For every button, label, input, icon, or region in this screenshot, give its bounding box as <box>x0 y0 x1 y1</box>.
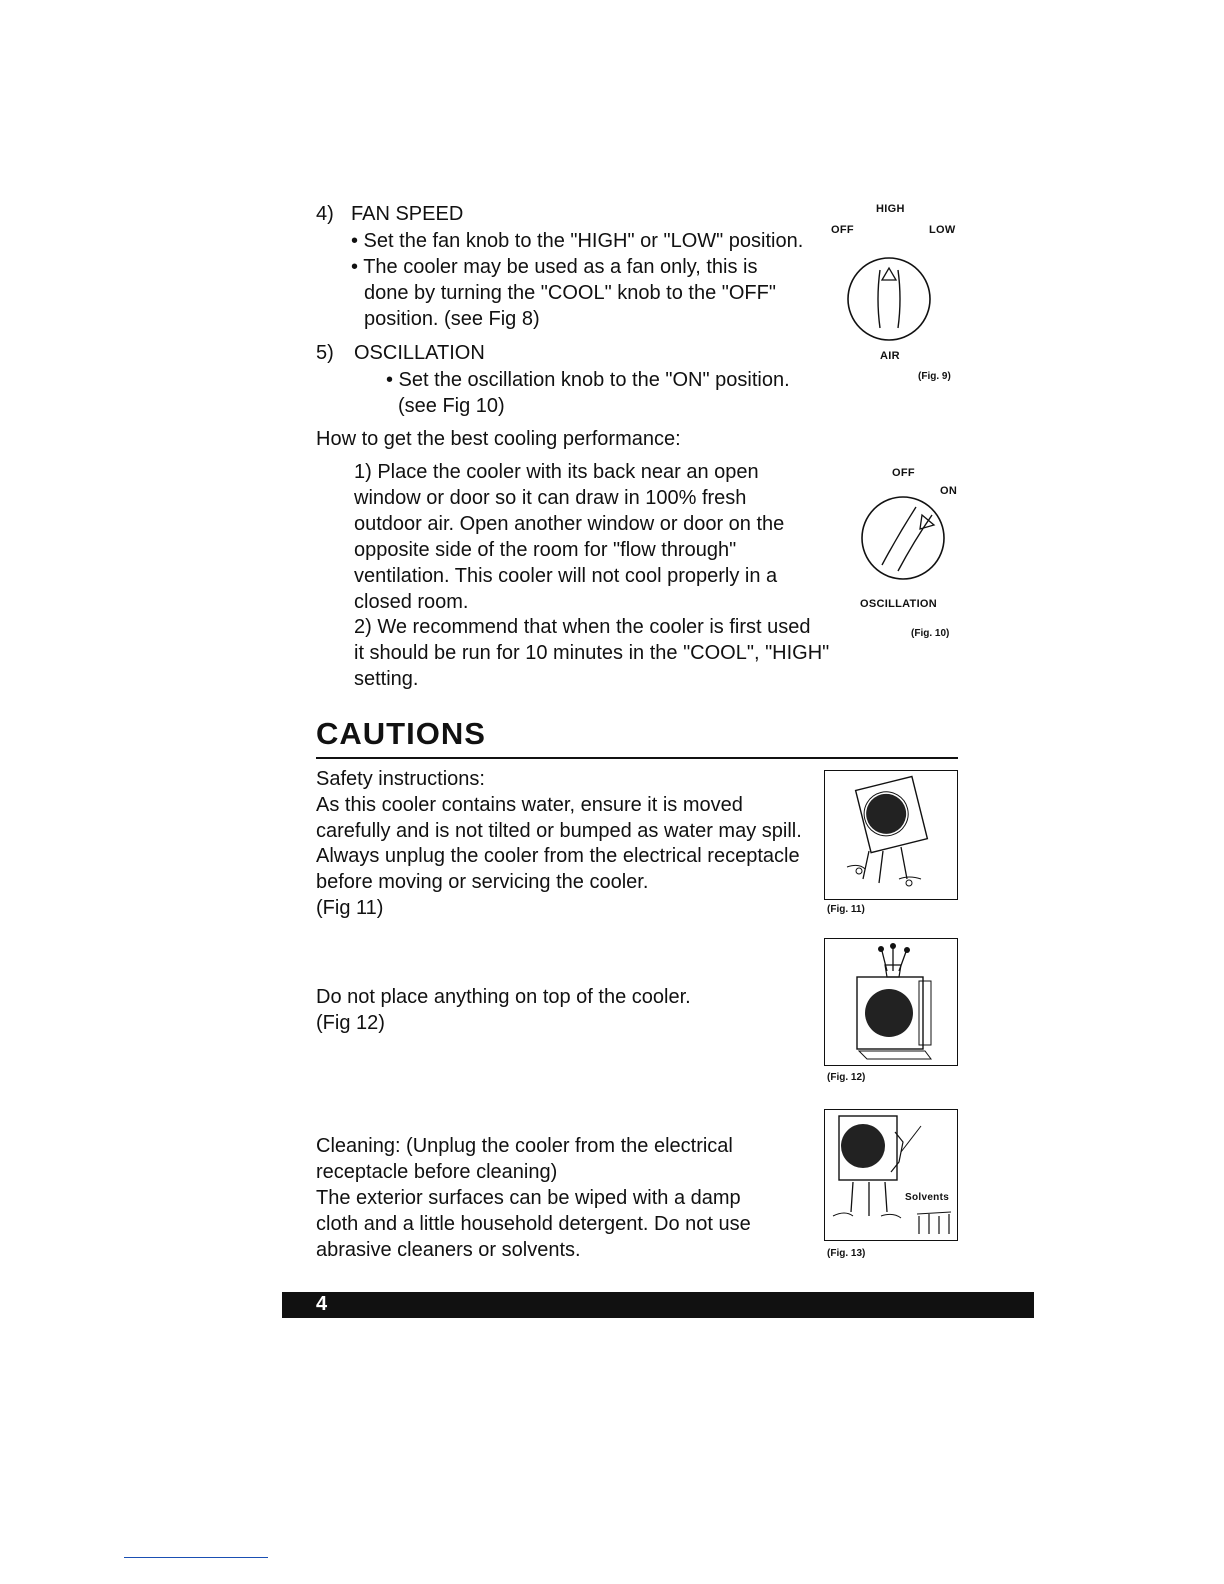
fig13-frame <box>824 1109 958 1241</box>
tilted-cooler-icon <box>839 775 943 893</box>
bottom-divider <box>124 1557 268 1558</box>
fig12-caption: (Fig. 12) <box>827 1072 866 1083</box>
fan-speed-knob-icon <box>846 256 932 342</box>
fig9-caption: (Fig. 9) <box>918 371 951 382</box>
safety-line-1: Safety instructions: <box>316 768 485 790</box>
best-cooling-p1-line-3: outdoor air. Open another window or door on the <box>354 513 785 535</box>
cooler-with-vase-icon <box>847 941 939 1063</box>
fig10-oscillation-label: OSCILLATION <box>860 598 938 610</box>
oscillation-knob-icon <box>860 495 946 581</box>
best-cooling-p2-line-1: 2) We recommend that when the cooler is first used <box>354 616 811 638</box>
cleaning-line-2: receptacle before cleaning) <box>316 1161 558 1183</box>
cautions-rule <box>316 757 958 759</box>
fig11-caption: (Fig. 11) <box>827 904 865 915</box>
fan-speed-bullet-2-line-1: • The cooler may be used as a fan only, this is <box>351 256 758 278</box>
oscillation-bullet-1-line-2: (see Fig 10) <box>398 395 505 417</box>
cleaning-line-1: Cleaning: (Unplug the cooler from the electrical <box>316 1135 733 1157</box>
top-warning-line-2: (Fig 12) <box>316 1012 385 1034</box>
safety-line-2: As this cooler contains water, ensure it is moved <box>316 794 743 816</box>
fig10-caption: (Fig. 10) <box>911 628 950 639</box>
safety-line-3: carefully and is not tilted or bumped as water may spill. <box>316 820 802 842</box>
fig10-off-label: OFF <box>892 467 915 479</box>
best-cooling-p2-line-2: it should be run for 10 minutes in the "COOL", "HIGH" <box>354 642 830 664</box>
cooler-cleaning-icon <box>829 1112 955 1238</box>
section-number-4: 4) <box>316 203 334 225</box>
fig9-off-label: OFF <box>831 224 854 236</box>
safety-line-4: Always unplug the cooler from the electrical receptacle <box>316 845 800 867</box>
fan-speed-bullet-1: • Set the fan knob to the "HIGH" or "LOW" position. <box>351 230 804 252</box>
top-warning-line-1: Do not place anything on top of the cooler. <box>316 986 691 1008</box>
fig9-low-label: LOW <box>929 224 956 236</box>
oscillation-bullet-1: • Set the oscillation knob to the "ON" position. <box>386 369 790 391</box>
fig13-caption: (Fig. 13) <box>827 1248 866 1259</box>
fan-speed-heading: FAN SPEED <box>351 203 464 225</box>
best-cooling-p1-line-6: closed room. <box>354 591 469 613</box>
best-cooling-intro: How to get the best cooling performance: <box>316 428 681 450</box>
fig10-on-label: ON <box>940 485 958 497</box>
cleaning-line-5: abrasive cleaners or solvents. <box>316 1239 581 1261</box>
fig13-solvents-label: Solvents <box>905 1192 950 1203</box>
footer-bar <box>282 1292 1034 1318</box>
section-number-5: 5) <box>316 342 334 364</box>
cleaning-line-3: The exterior surfaces can be wiped with a damp <box>316 1187 741 1209</box>
best-cooling-p1-line-4: opposite side of the room for "flow through" <box>354 539 737 561</box>
cautions-title: CAUTIONS <box>316 716 486 751</box>
best-cooling-p1-line-2: window or door so it can draw in 100% fresh <box>354 487 747 509</box>
best-cooling-p1-line-1: 1) Place the cooler with its back near an open <box>354 461 759 483</box>
best-cooling-p1-line-5: ventilation. This cooler will not cool properly in a <box>354 565 778 587</box>
fig12-frame <box>824 938 958 1066</box>
fan-speed-bullet-2-line-2: done by turning the "COOL" knob to the "OFF" <box>364 282 776 304</box>
fan-speed-bullet-2-line-3: position. (see Fig 8) <box>364 308 540 330</box>
cleaning-line-4: cloth and a little household detergent. Do not use <box>316 1213 751 1235</box>
page-number: 4 <box>316 1293 328 1315</box>
fig9-high-label: HIGH <box>876 203 905 215</box>
oscillation-heading: OSCILLATION <box>354 342 485 364</box>
safety-line-5: before moving or servicing the cooler. <box>316 871 649 893</box>
fig9-air-label: AIR <box>880 350 900 362</box>
best-cooling-p2-line-3: setting. <box>354 668 419 690</box>
safety-line-6: (Fig 11) <box>316 897 384 919</box>
fig11-frame <box>824 770 958 900</box>
